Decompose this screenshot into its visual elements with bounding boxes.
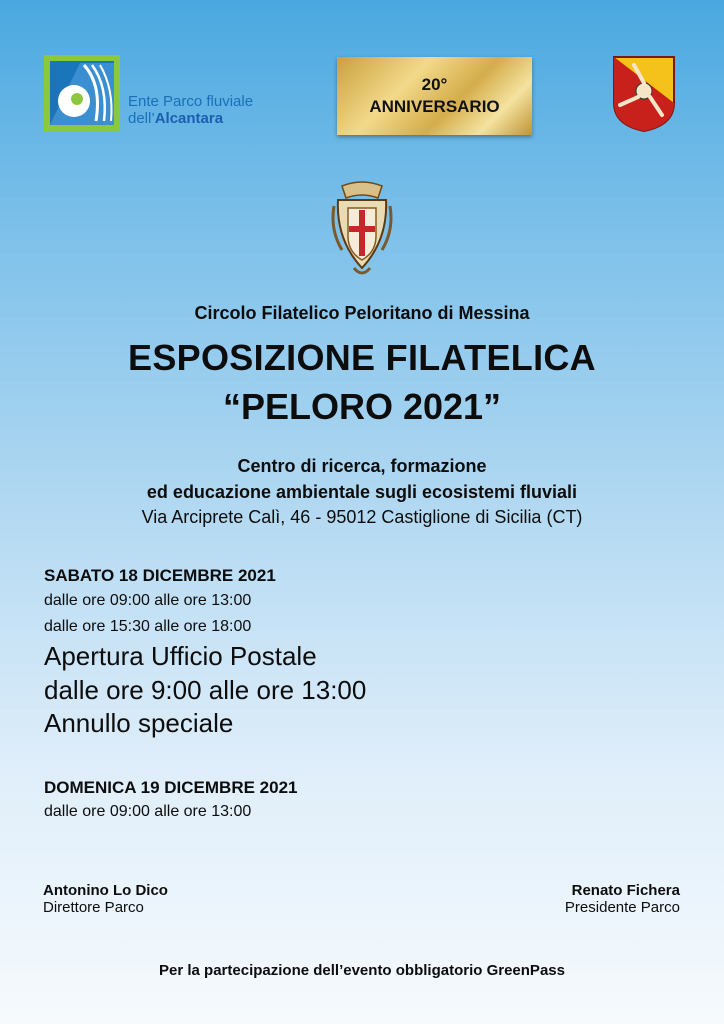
post-office-opening: Apertura Ufficio Postale xyxy=(44,641,317,671)
park-emblem-icon xyxy=(44,55,120,131)
venue-line1: Centro di ricerca, formazione xyxy=(237,456,487,476)
anniversary-label: ANNIVERSARIO xyxy=(369,97,500,116)
exhibition-title: ESPOSIZIONE FILATELICA xyxy=(128,337,596,378)
special-cancellation: Annullo speciale xyxy=(44,708,234,738)
exhibition-subtitle: “PELORO 2021” xyxy=(222,386,502,427)
signature-president xyxy=(565,882,680,916)
park-logo xyxy=(44,55,284,135)
greenpass-notice: Per la partecipazione dell’evento obbligatorio GreenPass xyxy=(159,962,565,979)
venue-address: Via Arciprete Calì, 46 - 95012 Castiglione di Sicilia (CT) xyxy=(141,507,583,527)
circolo-name: Circolo Filatelico Peloritano di Messina xyxy=(194,303,530,323)
saturday-heading: SABATO 18 DICEMBRE 2021 xyxy=(44,566,276,585)
signature-director xyxy=(43,882,168,916)
sunday-hours: dalle ore 09:00 alle ore 13:00 xyxy=(44,803,252,820)
post-office-hours: dalle ore 9:00 alle ore 13:00 xyxy=(44,675,367,705)
park-name xyxy=(128,93,253,127)
saturday-afternoon-hours: dalle ore 15:30 alle ore 18:00 xyxy=(44,618,252,635)
president-name: Renato Fichera xyxy=(571,882,680,899)
venue-line2: ed educazione ambientale sugli ecosistemi fluviali xyxy=(146,482,578,502)
messina-crest-icon xyxy=(328,180,396,280)
director-name: Antonino Lo Dico xyxy=(43,882,168,899)
anniversary-number: 20° xyxy=(421,75,448,94)
park-name-line1: Ente Parco fluviale xyxy=(128,93,254,110)
director-role: Direttore Parco xyxy=(43,899,144,916)
park-name-line2: dell’Alcantara xyxy=(128,110,224,127)
president-role: Presidente Parco xyxy=(564,899,680,916)
sunday-heading: DOMENICA 19 DICEMBRE 2021 xyxy=(44,778,298,797)
saturday-morning-hours: dalle ore 09:00 alle ore 13:00 xyxy=(44,592,252,609)
anniversary-plaque xyxy=(337,57,532,135)
sicily-crest-icon xyxy=(612,55,676,133)
